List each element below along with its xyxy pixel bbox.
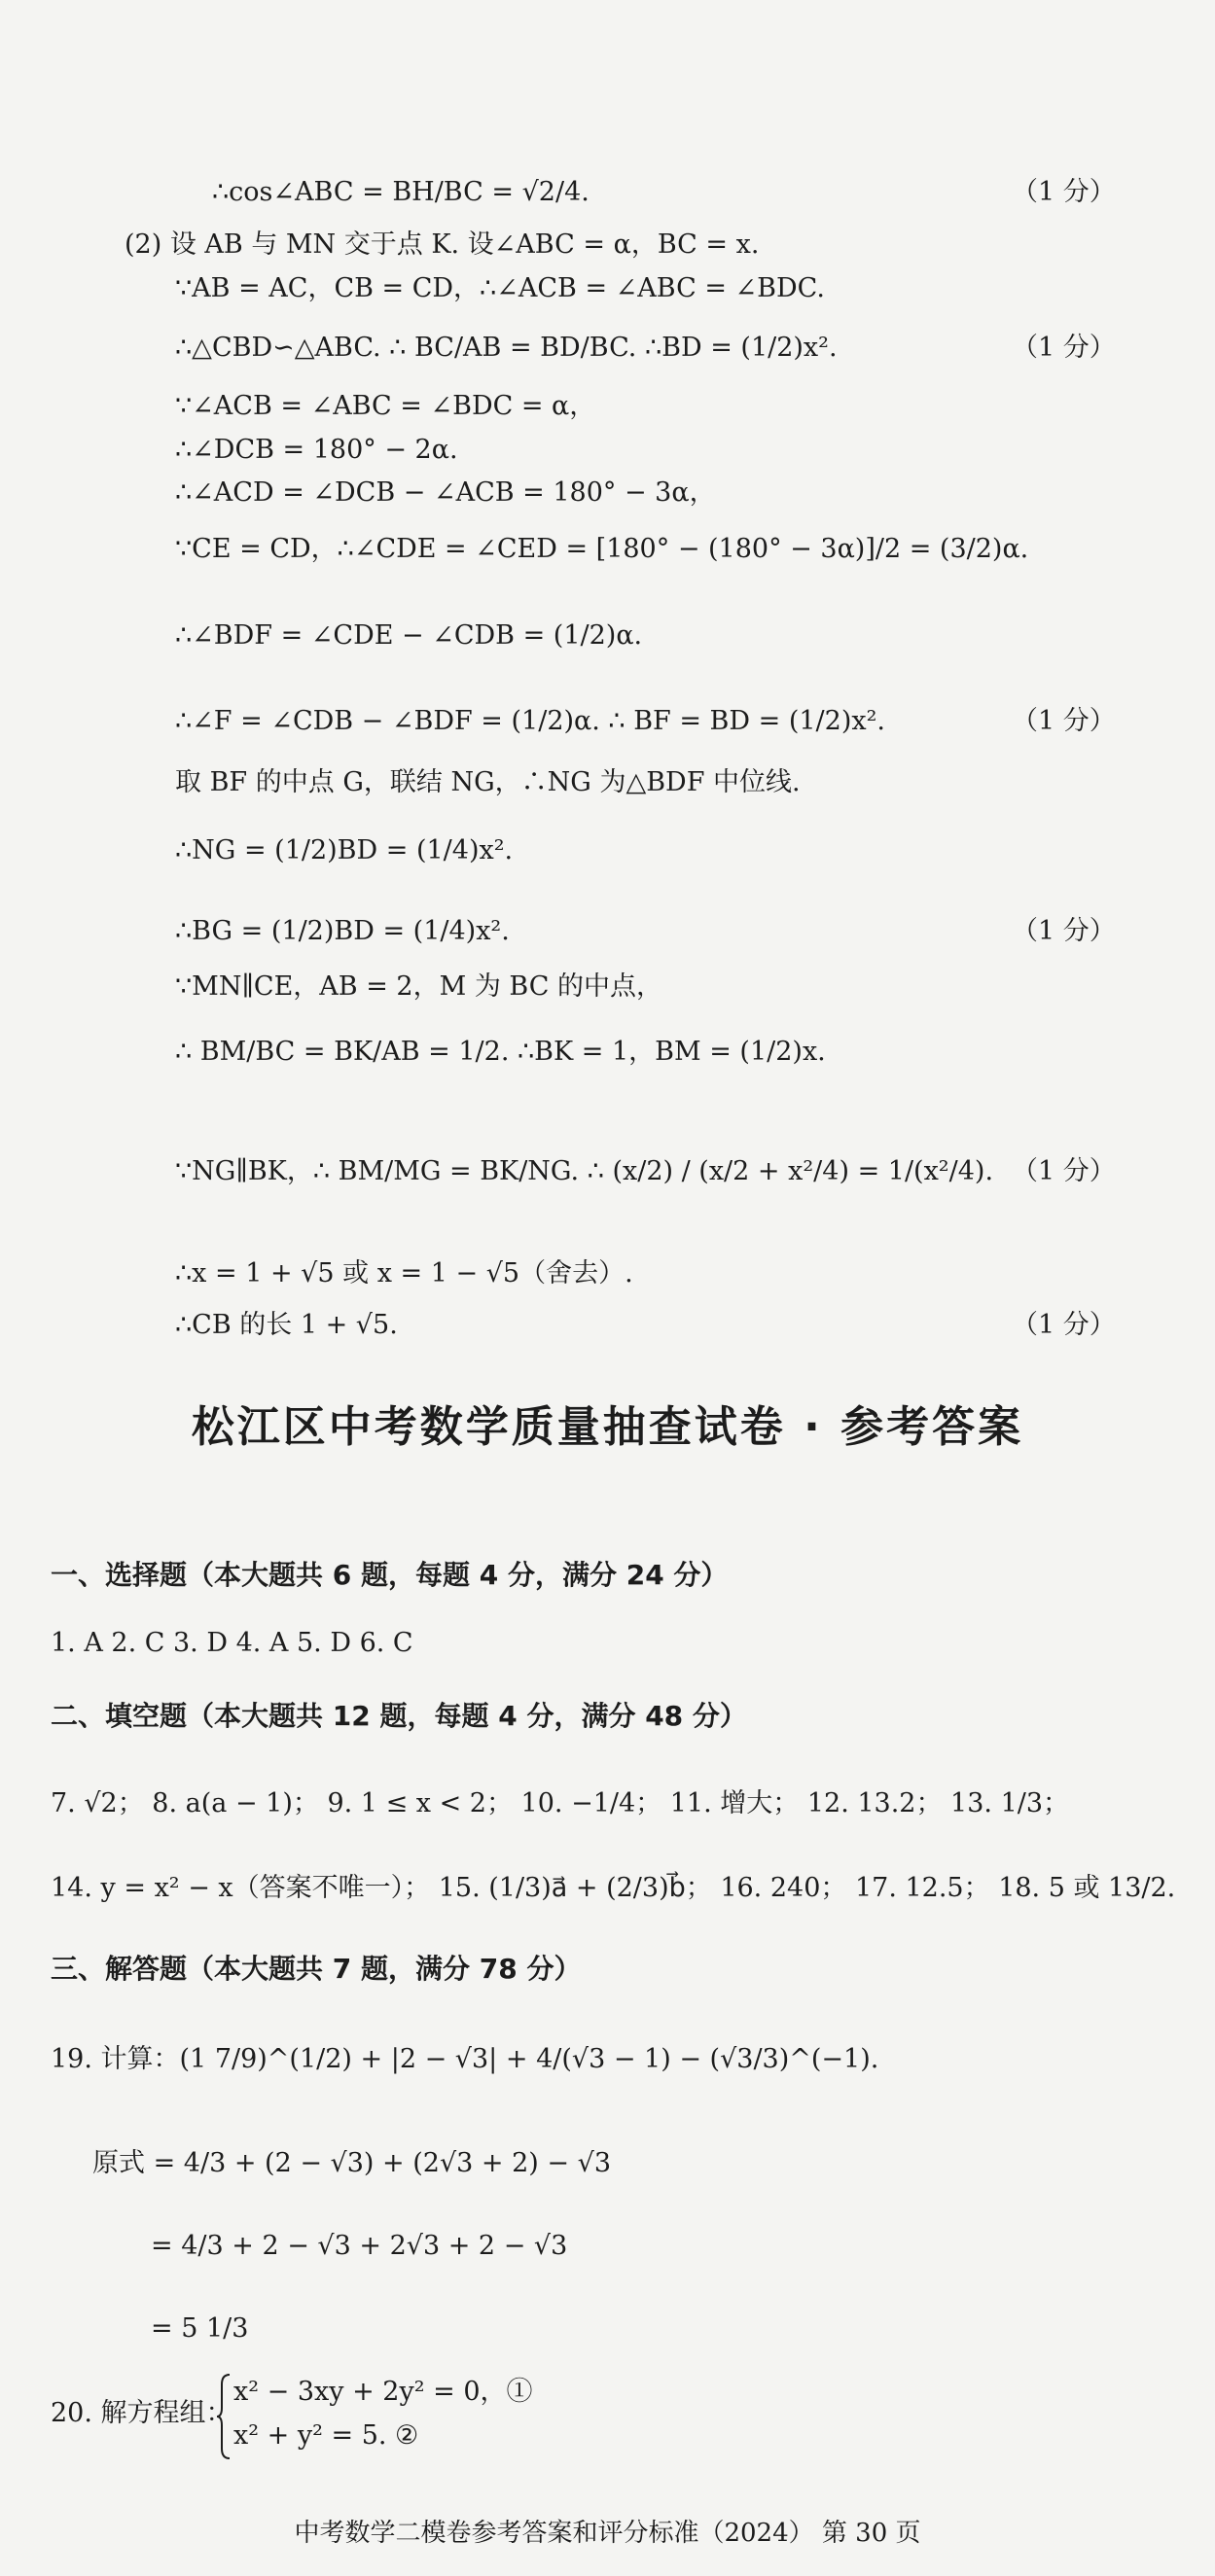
solution-line-6: ∴∠DCB = 180° − 2α.: [175, 435, 458, 465]
section3-heading: 三、解答题（本大题共 7 题，满分 78 分）: [51, 1953, 582, 1985]
q19-step-2: = 4/3 + 2 − √3 + 2√3 + 2 − √3: [151, 2231, 568, 2261]
question-20-label: 20. 解方程组：: [51, 2398, 232, 2428]
section1-heading: 一、选择题（本大题共 6 题，每题 4 分，满分 24 分）: [51, 1559, 729, 1591]
solution-line-9: ∴∠BDF = ∠CDE − ∠CDB = (1/2)α.: [175, 620, 643, 651]
section2-answers-line1: 7. √2； 8. a(a − 1)； 9. 1 ≤ x < 2； 10. −1/4； 11. 增大； 12. 13.2； 13. 1/3；: [51, 1788, 1070, 1818]
solution-line-10: ∴∠F = ∠CDB − ∠BDF = (1/2)α. ∴ BF = BD = (1/2)x².: [175, 706, 885, 736]
score-mark-4: （1 分）: [1012, 916, 1116, 946]
section2-answers-line2: 14. y = x² − x（答案不唯一）； 15. (1/3)a⃗ + (2/3)b⃗； 16. 240； 17. 12.5； 18. 5 或 13/2.: [51, 1873, 1176, 1903]
solution-line-7: ∴∠ACD = ∠DCB − ∠ACB = 180° − 3α，: [175, 477, 716, 508]
q19-step-1: 原式 = 4/3 + (2 − √3) + (2√3 + 2) − √3: [92, 2148, 611, 2178]
solution-line-13: ∴BG = (1/2)BD = (1/4)x².: [175, 916, 510, 946]
q19-step-3: = 5 1/3: [151, 2313, 249, 2344]
solution-line-11: 取 BF 的中点 G，联结 NG，∴NG 为△BDF 中位线.: [175, 767, 801, 797]
question-19: 19. 计算：(1 7/9)^(1/2) + |2 − √3| + 4/(√3 − 1) − (√3/3)^(−1).: [51, 2044, 879, 2074]
solution-line-4: ∴△CBD∽△ABC. ∴ BC/AB = BD/BC. ∴BD = (1/2)x².: [175, 333, 838, 363]
score-mark-5: （1 分）: [1012, 1156, 1116, 1186]
solution-line-2: (2) 设 AB 与 MN 交于点 K. 设∠ABC = α，BC = x.: [125, 229, 760, 260]
solution-line-18: ∴CB 的长 1 + √5.: [175, 1310, 398, 1340]
score-mark-6: （1 分）: [1012, 1310, 1116, 1340]
solution-line-1: ∴cos∠ABC = BH/BC = √2/4.: [212, 177, 590, 207]
solution-line-12: ∴NG = (1/2)BD = (1/4)x².: [175, 835, 514, 865]
page-footer: 中考数学二模卷参考答案和评分标准（2024） 第 30 页: [294, 2519, 921, 2548]
score-mark-1: （1 分）: [1012, 177, 1116, 207]
score-mark-3: （1 分）: [1012, 706, 1116, 736]
q20-equation-1: x² − 3xy + 2y² = 0，①: [233, 2377, 533, 2407]
section2-heading: 二、填空题（本大题共 12 题，每题 4 分，满分 48 分）: [51, 1700, 747, 1732]
score-mark-2: （1 分）: [1012, 333, 1116, 363]
solution-line-17: ∴x = 1 + √5 或 x = 1 − √5（舍去）.: [175, 1258, 633, 1288]
q20-equation-2: x² + y² = 5. ②: [233, 2420, 419, 2451]
solution-line-3: ∵AB = AC，CB = CD，∴∠ACB = ∠ABC = ∠BDC.: [175, 273, 825, 303]
solution-line-16: ∵NG∥BK，∴ BM/MG = BK/NG. ∴ (x/2) / (x/2 + x²/4) = 1/(x²/4).: [175, 1156, 994, 1186]
section1-answers: 1. A 2. C 3. D 4. A 5. D 6. C: [51, 1628, 413, 1658]
answer-key-title: 松江区中考数学质量抽查试卷 · 参考答案: [191, 1402, 1024, 1452]
solution-line-8: ∵CE = CD，∴∠CDE = ∠CED = [180° − (180° − 3α)]/2 = (3/2)α.: [175, 534, 1029, 564]
solution-line-14: ∵MN∥CE，AB = 2，M 为 BC 的中点，: [175, 971, 662, 1002]
solution-line-15: ∴ BM/BC = BK/AB = 1/2. ∴BK = 1，BM = (1/2)x.: [175, 1037, 826, 1067]
system-brace: [216, 2373, 232, 2460]
solution-line-5: ∵∠ACB = ∠ABC = ∠BDC = α，: [175, 391, 596, 421]
